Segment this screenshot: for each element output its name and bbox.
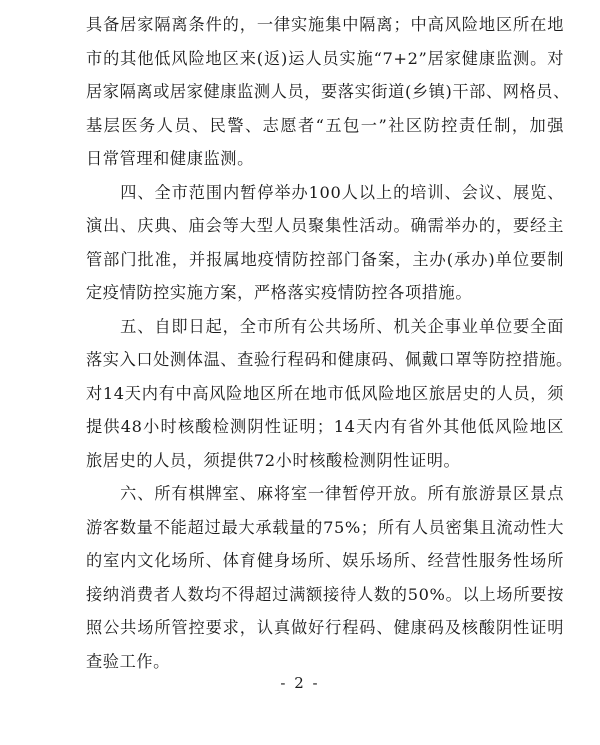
text-line: 对14天内有中高风险地区所在地市低风险地区旅居史的人员，须: [86, 383, 564, 403]
text-line: 五、自即日起，全市所有公共场所、机关企事业单位要全面: [86, 316, 564, 336]
text-line: 照公共场所管控要求，认真做好行程码、健康码及核酸阴性证明: [86, 618, 564, 637]
text-line: 接纳消费者人数均不得超过满额接待人数的50%。以上场所要按: [86, 584, 564, 604]
text-line: 基层医务人员、民警、志愿者“五包一”社区防控责任制，加强: [86, 115, 564, 135]
text-line: 提供48小时核酸检测阴性证明；14天内有省外其他低风险地区: [86, 417, 564, 436]
text-line: 日常管理和健康监测。: [86, 149, 254, 168]
page-number: - 2 -: [280, 674, 320, 692]
text-line: 市的其他低风险地区来(返)运人员实施“7+2”居家健康监测。对: [86, 48, 564, 68]
document-body: [86, 8, 573, 678]
text-line: 居家隔离或居家健康监测人员，要落实街道(乡镇)干部、网格员、: [86, 82, 570, 101]
text-line: 落实入口处测体温、查验行程码和健康码、佩戴口罩等防控措施。: [86, 350, 573, 369]
text-line: 六、所有棋牌室、麻将室一律暂停开放。所有旅游景区景点: [86, 484, 564, 503]
text-line: 管部门批准，并报属地疫情防控部门备案，主办(承办)单位要制: [86, 249, 564, 269]
text-line: 的室内文化场所、体育健身场所、娱乐场所、经营性服务性场所: [86, 551, 564, 570]
text-line: 具备居家隔离条件的，一律实施集中隔离；中高风险地区所在地: [86, 15, 564, 34]
text-line: 定疫情防控实施方案，严格落实疫情防控各项措施。: [86, 283, 473, 302]
text-line: 游客数量不能超过最大承载量的75%；所有人员密集且流动性大: [86, 517, 564, 537]
text-line: 查验工作。: [86, 651, 170, 671]
text-line: 四、全市范围内暂停举办100人以上的培训、会议、展览、: [86, 182, 564, 202]
text-line: 旅居史的人员，须提供72小时核酸检测阴性证明。: [86, 450, 461, 470]
text-line: 演出、庆典、庙会等大型人员聚集性活动。确需举办的，要经主: [86, 216, 564, 235]
